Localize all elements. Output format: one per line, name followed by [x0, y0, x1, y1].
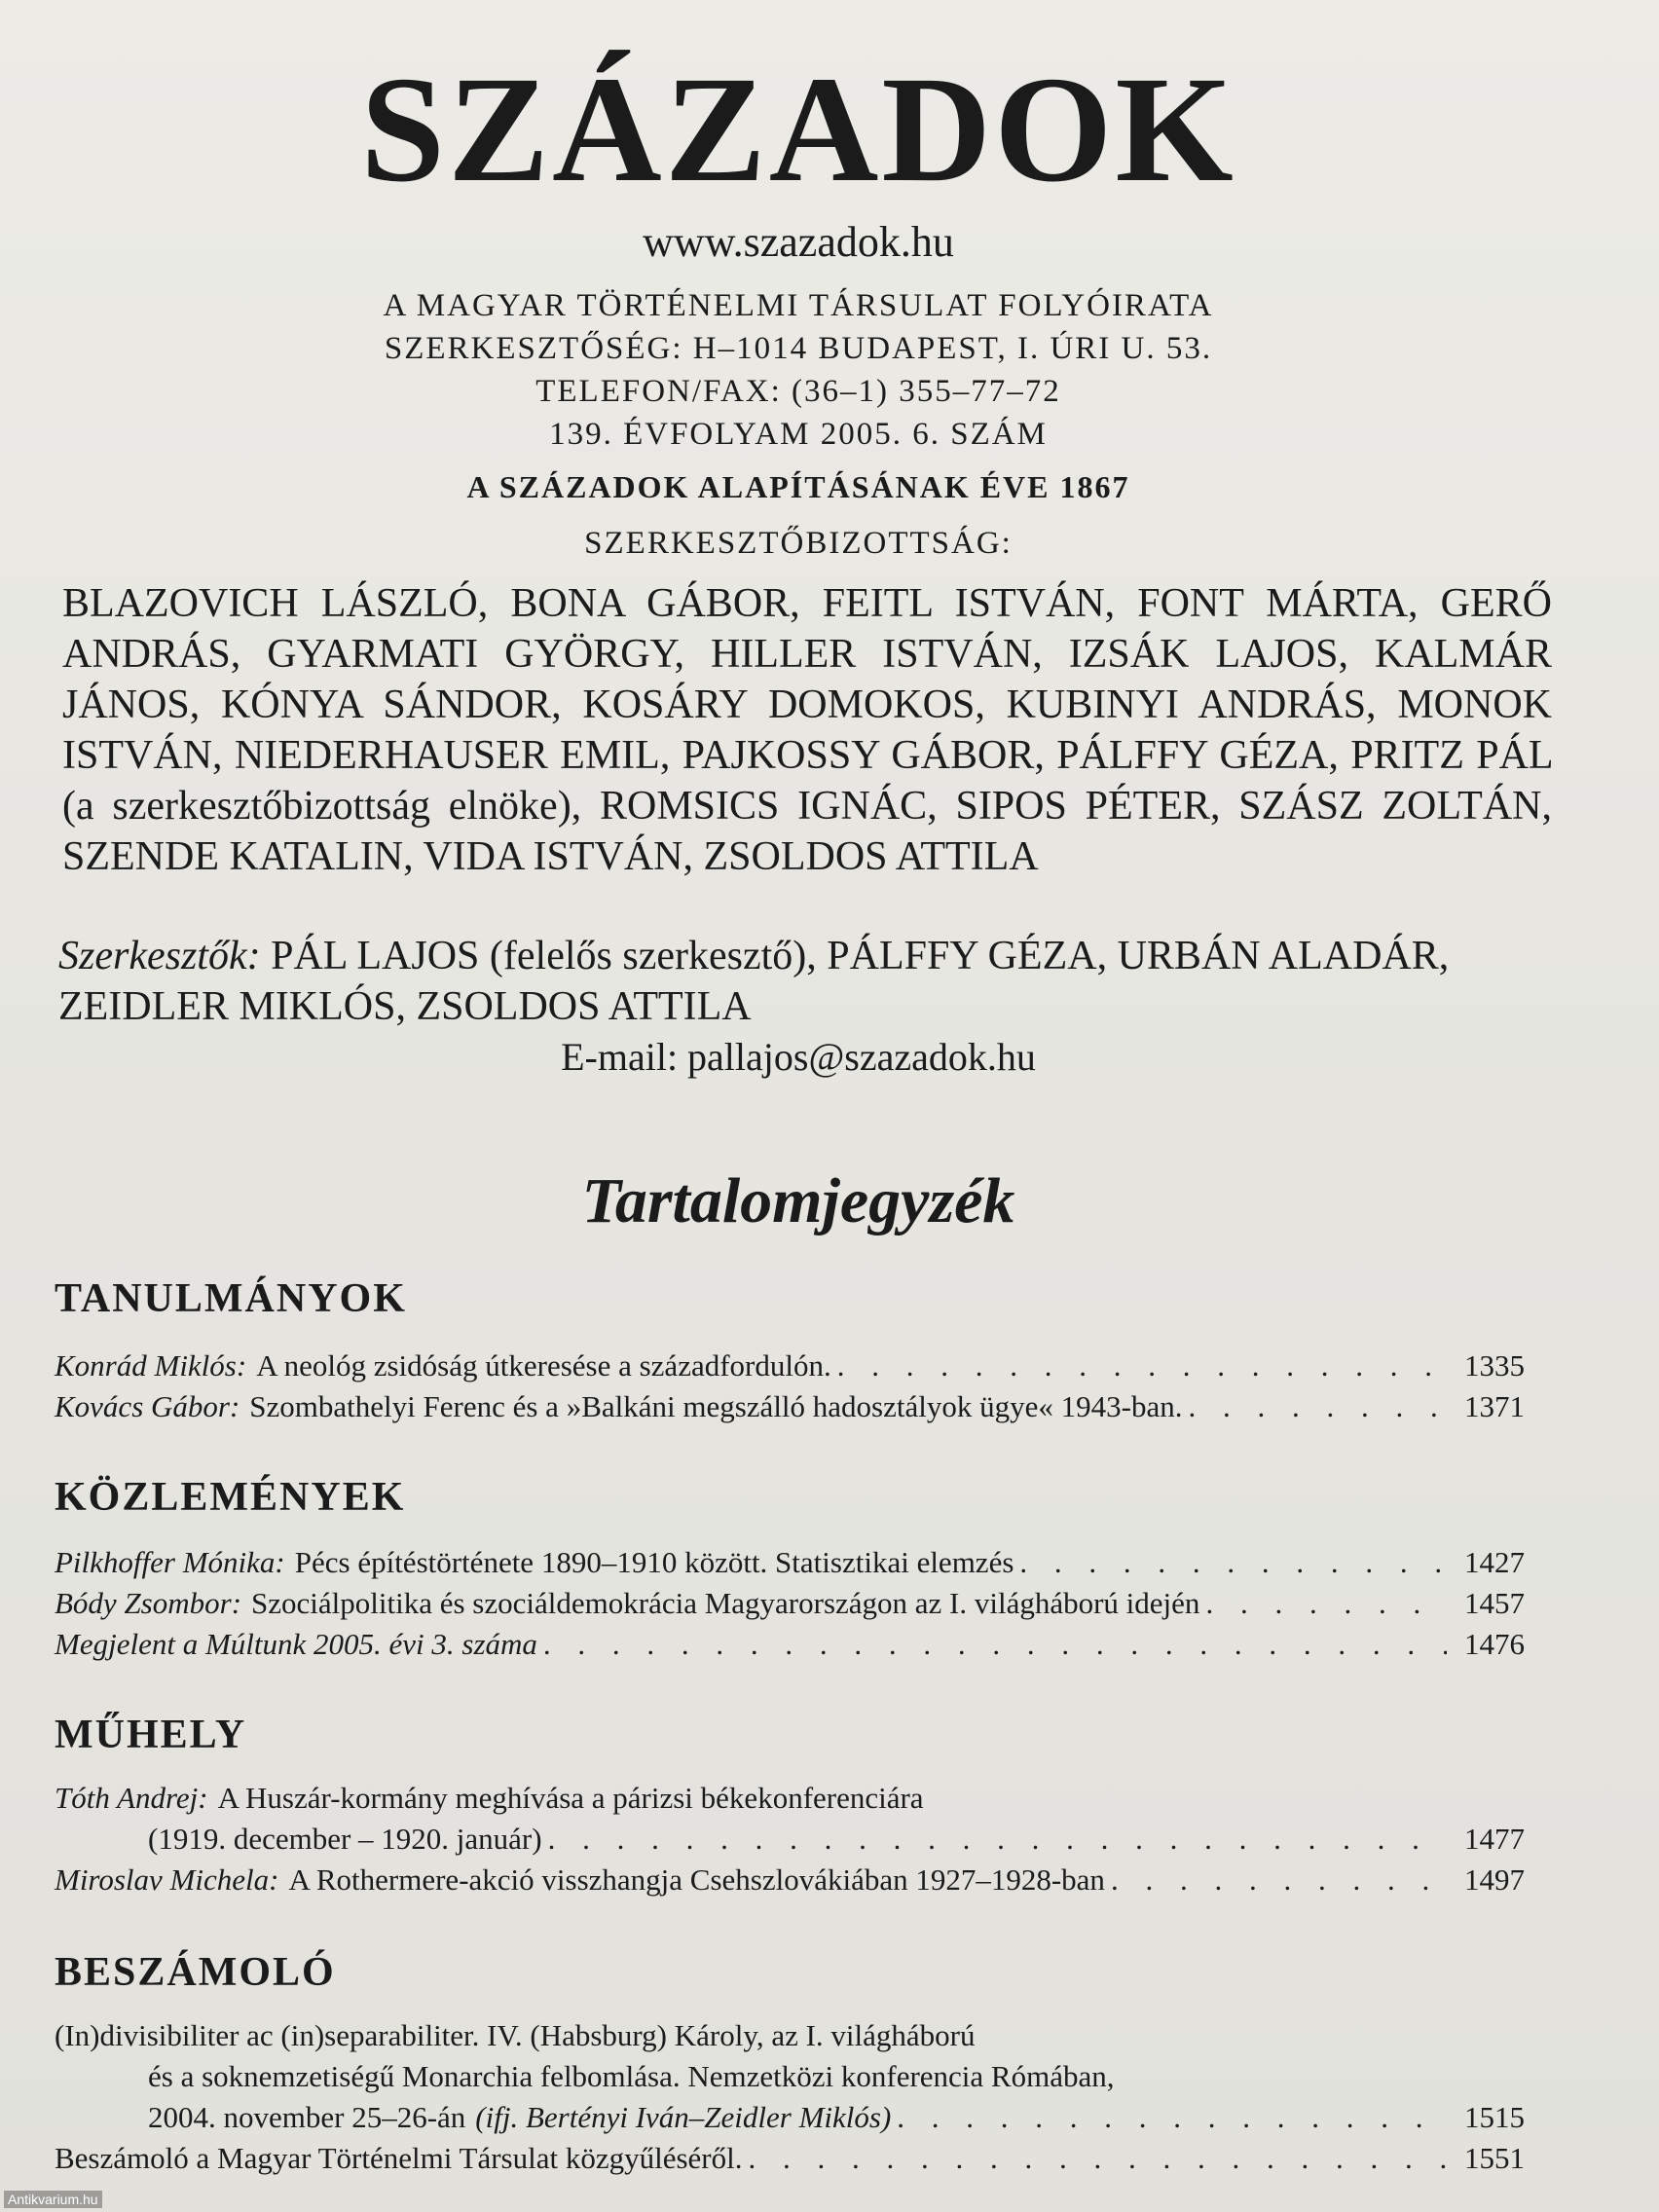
- section-heading: MŰHELY: [55, 1713, 247, 1757]
- entry-title: Pécs építéstörténete 1890–1910 között. Statisztikai elemzés: [294, 1545, 1014, 1579]
- founded-line: A SZÁZADOK ALAPÍTÁSÁNAK ÉVE 1867: [466, 469, 1130, 504]
- entry-page: 1551: [1464, 2141, 1525, 2175]
- toc-entry[interactable]: [55, 1860, 1525, 1900]
- leader-dots: [1111, 1860, 1447, 1900]
- journal-title: SZÁZADOK: [360, 45, 1236, 213]
- entry-title: Beszámoló a Magyar Történelmi Társulat közgyűléséről.: [55, 2141, 743, 2175]
- journal-info: [0, 284, 1597, 456]
- entry-page: 1476: [1464, 1627, 1525, 1661]
- entry-title: A Huszár-kormány meghívása a párizsi békekonferenciára: [217, 1781, 924, 1815]
- editors: [58, 931, 1554, 1032]
- info-line: SZERKESZTŐSÉG: H–1014 BUDAPEST, I. ÚRI U. 53.: [384, 331, 1213, 366]
- entry-title: Megjelent a Múltunk 2005. évi 3. száma: [55, 1627, 537, 1661]
- section-heading: BESZÁMOLÓ: [55, 1950, 336, 1995]
- entry-author: Kovács Gábor:: [55, 1389, 240, 1423]
- leader-dots: [748, 2138, 1447, 2179]
- board-members: [62, 578, 1552, 882]
- entry-author: Miroslav Michela:: [55, 1862, 279, 1897]
- entry-page: 1477: [1464, 1822, 1525, 1856]
- section-heading: TANULMÁNYOK: [55, 1276, 407, 1321]
- toc-entry[interactable]: [55, 2015, 1525, 2138]
- toc-entry[interactable]: [55, 1583, 1525, 1624]
- info-line: 139. ÉVFOLYAM 2005. 6. SZÁM: [549, 417, 1048, 452]
- entry-authors: (ifj. Bertényi Iván–Zeidler Miklós): [475, 2100, 892, 2134]
- board-members-after: ROMSICS IGNÁC, SIPOS PÉTER, SZÁSZ ZOLTÁN, SZENDE KATALIN, VIDA ISTVÁN, ZSOLDOS ATTILA: [62, 784, 1553, 879]
- leader-dots: [543, 1624, 1447, 1665]
- entry-title: A neológ zsidóság útkeresése a századfordulón.: [256, 1348, 831, 1382]
- entry-page: 1457: [1464, 1586, 1525, 1620]
- leader-dots: [1188, 1386, 1447, 1427]
- entry-title: (In)divisibiliter ac (in)separabiliter. IV. (Habsburg) Károly, az I. világháború: [55, 2018, 976, 2052]
- editor-chief: PÁL LAJOS: [271, 934, 480, 978]
- editors-label: Szerkesztők:: [58, 934, 261, 978]
- entry-page: 1515: [1464, 2100, 1525, 2134]
- entry-author: Konrád Miklós:: [55, 1348, 247, 1382]
- entry-title: A Rothermere-akció visszhangja Csehszlovákiában 1927–1928-ban: [288, 1862, 1105, 1897]
- info-line: TELEFON/FAX: (36–1) 355–77–72: [535, 374, 1061, 409]
- editor-email[interactable]: E-mail: pallajos@szazadok.hu: [561, 1035, 1036, 1079]
- editor-chief-note: (felelős szerkesztő),: [489, 934, 817, 978]
- toc-title: Tartalomjegyzék: [581, 1165, 1015, 1236]
- toc-entry[interactable]: [55, 1624, 1525, 1665]
- board-members-before: BLAZOVICH LÁSZLÓ, BONA GÁBOR, FEITL ISTVÁN, FONT MÁRTA, GERŐ ANDRÁS, GYARMATI GYÖRGY, HILLER ISTVÁN, IZSÁK LAJOS, KALMÁR JÁNOS, KÓNYA SÁNDOR, KOSÁRY DOMOKOS, KUBINYI ANDRÁS, MONOK ISTVÁN, NIEDERHAUSER EMIL, PAJKOSSY GÁBOR, PÁLFFY GÉZA, PRITZ PÁL: [62, 581, 1552, 778]
- section-heading: KÖZLEMÉNYEK: [55, 1475, 406, 1520]
- leader-dots: [837, 1346, 1447, 1386]
- journal-website[interactable]: www.szazadok.hu: [643, 218, 954, 266]
- editors-others: PÁLFFY GÉZA, URBÁN ALADÁR, ZEIDLER MIKLÓS, ZSOLDOS ATTILA: [58, 934, 1450, 1029]
- entry-title-cont: (1919. december – 1920. január): [148, 1822, 542, 1856]
- entry-title-cont: és a soknemzetiségű Monarchia felbomlása. Nemzetközi konferencia Rómában,: [148, 2059, 1115, 2093]
- entry-author: Tóth Andrej:: [55, 1781, 208, 1815]
- toc-entry[interactable]: [55, 1542, 1525, 1583]
- entry-page: 1335: [1464, 1348, 1525, 1382]
- entry-title: Szombathelyi Ferenc és a »Balkáni megszálló hadosztályok ügye« 1943-ban.: [249, 1389, 1183, 1423]
- entry-page: 1427: [1464, 1545, 1525, 1579]
- entry-title-cont: 2004. november 25–26-án: [148, 2100, 466, 2134]
- watermark-label: Antikvarium.hu: [4, 2191, 102, 2208]
- toc-entry[interactable]: [55, 2138, 1525, 2179]
- entry-author: Bódy Zsombor:: [55, 1586, 242, 1620]
- leader-dots: [1205, 1583, 1447, 1624]
- leader-dots: [548, 1819, 1447, 1860]
- toc-entry[interactable]: [55, 1346, 1525, 1386]
- entry-page: 1497: [1464, 1862, 1525, 1897]
- leader-dots: [897, 2097, 1447, 2138]
- leader-dots: [1019, 1542, 1447, 1583]
- toc-entry[interactable]: [55, 1778, 1525, 1860]
- entry-page: 1371: [1464, 1389, 1525, 1423]
- info-line: A MAGYAR TÖRTÉNELMI TÁRSULAT FOLYÓIRATA: [383, 288, 1214, 323]
- entry-author: Pilkhoffer Mónika:: [55, 1545, 285, 1579]
- board-chair-note: (a szerkesztőbizottság elnöke),: [62, 784, 582, 829]
- masthead: [0, 45, 1597, 267]
- board-heading: SZERKESZTŐBIZOTTSÁG:: [584, 526, 1013, 561]
- toc-entry[interactable]: [55, 1386, 1525, 1427]
- entry-title: Szociálpolitika és szociáldemokrácia Magyarországon az I. világháború idején: [251, 1586, 1200, 1620]
